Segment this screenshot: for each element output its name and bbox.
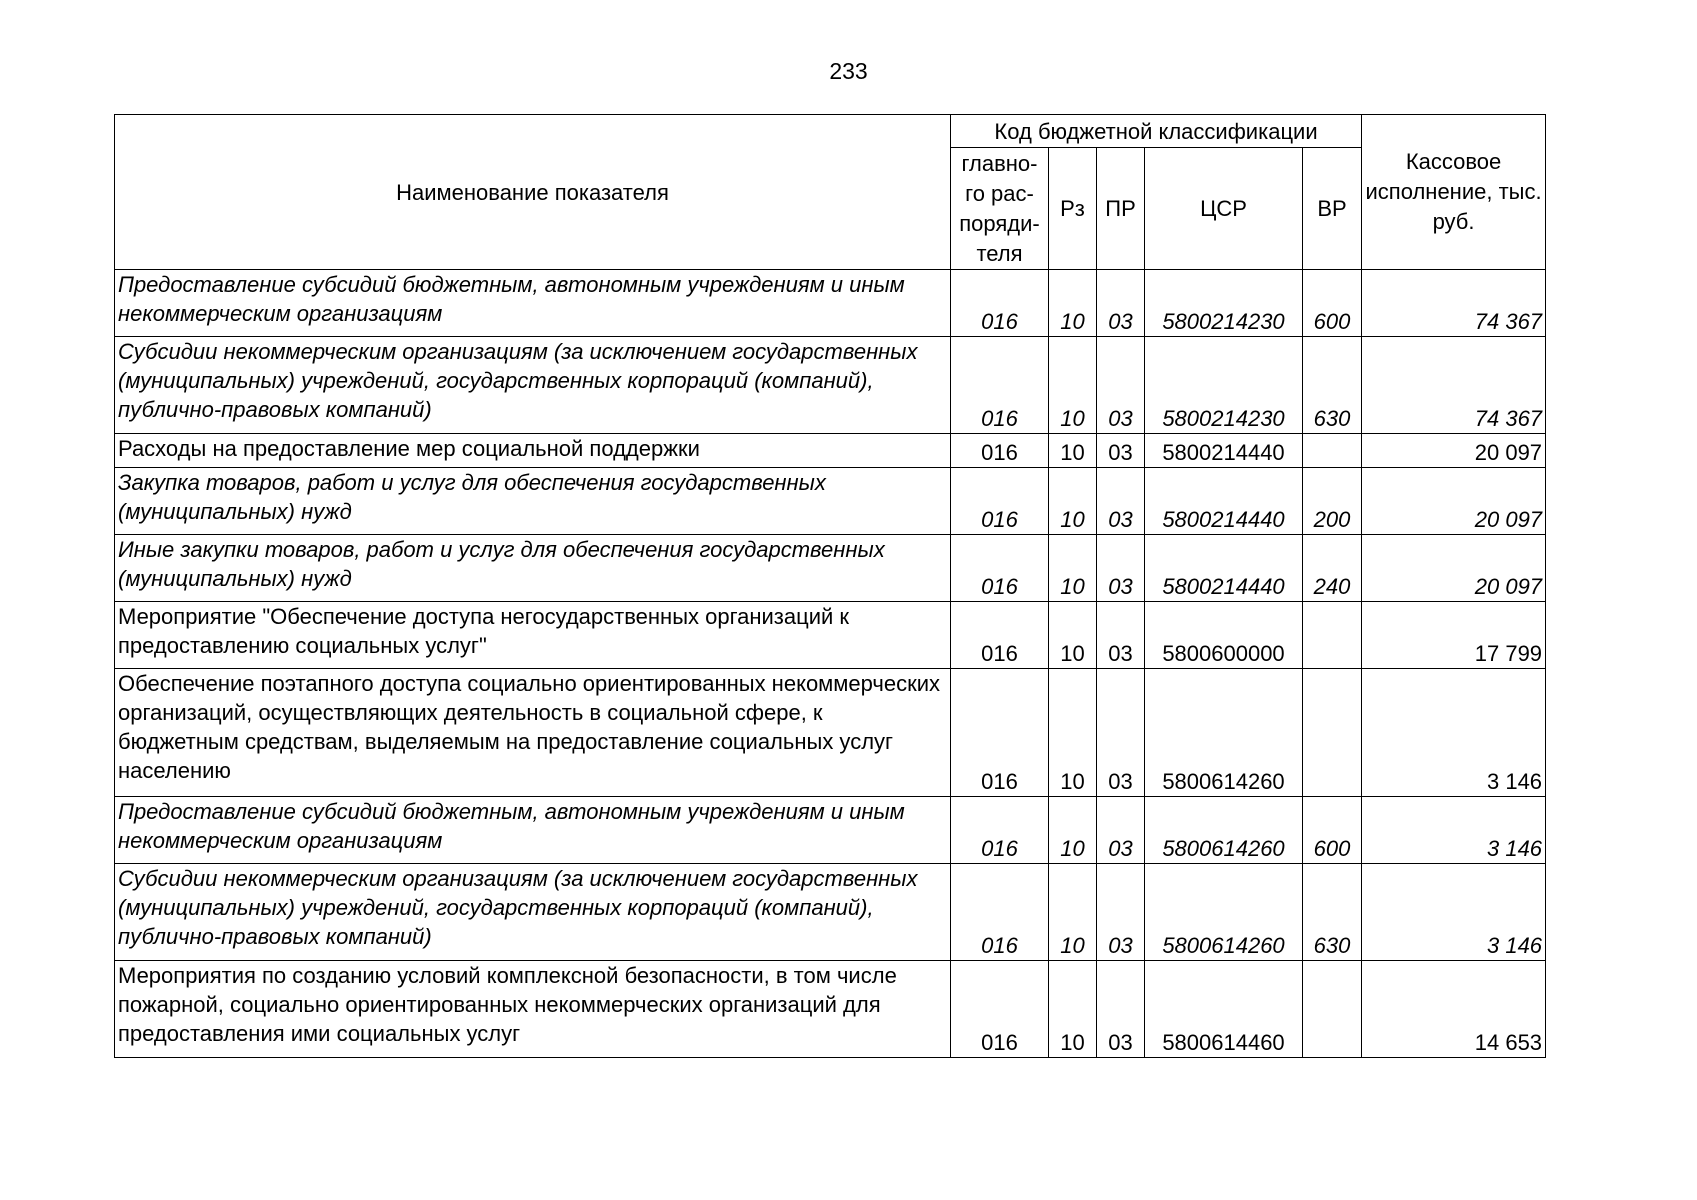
row-pr: 03: [1097, 602, 1145, 669]
row-grbs: 016: [951, 602, 1049, 669]
row-rz: 10: [1049, 864, 1097, 961]
row-rz: 10: [1049, 961, 1097, 1058]
row-amount: 74 367: [1362, 270, 1546, 337]
table-row: [115, 434, 1546, 468]
row-name: Предоставление субсидий бюджетным, автономным учреждениям и иным некоммерческим организациям: [115, 797, 951, 864]
row-vr: [1303, 961, 1362, 1058]
table-row: [115, 535, 1546, 602]
row-amount: 3 146: [1362, 864, 1546, 961]
table-row: [115, 961, 1546, 1058]
row-name: Предоставление субсидий бюджетным, автономным учреждениям и иным некоммерческим организациям: [115, 270, 951, 337]
row-name: Иные закупки товаров, работ и услуг для обеспечения государственных (муниципальных) нужд: [115, 535, 951, 602]
row-grbs: 016: [951, 961, 1049, 1058]
row-pr: 03: [1097, 797, 1145, 864]
row-pr: 03: [1097, 337, 1145, 434]
row-vr: [1303, 602, 1362, 669]
row-amount: 17 799: [1362, 602, 1546, 669]
row-amount: 74 367: [1362, 337, 1546, 434]
row-pr: 03: [1097, 535, 1145, 602]
row-name: Расходы на предоставление мер социальной поддержки: [115, 434, 951, 468]
column-header-pr: ПР: [1097, 148, 1145, 270]
table-row: [115, 797, 1546, 864]
row-name: Закупка товаров, работ и услуг для обеспечения государственных (муниципальных) нужд: [115, 468, 951, 535]
row-amount: 14 653: [1362, 961, 1546, 1058]
row-rz: 10: [1049, 434, 1097, 468]
row-pr: 03: [1097, 468, 1145, 535]
row-vr: 600: [1303, 270, 1362, 337]
row-amount: 20 097: [1362, 535, 1546, 602]
table-row: [115, 602, 1546, 669]
column-header-vr: ВР: [1303, 148, 1362, 270]
row-csr: 5800614260: [1145, 864, 1303, 961]
row-grbs: 016: [951, 797, 1049, 864]
row-csr: 5800614460: [1145, 961, 1303, 1058]
row-name: Мероприятия по созданию условий комплексной безопасности, в том числе пожарной, социально ориентированных некоммерческих организаций для предоставления ими социальных услуг: [115, 961, 951, 1058]
row-grbs: 016: [951, 468, 1049, 535]
budget-table: [114, 114, 1546, 1058]
row-name: Обеспечение поэтапного доступа социально ориентированных некоммерческих организаций, осуществляющих деятельность в социальной сфере, к бюджетным средствам, выделяемым на предоставление социальных услуг населению: [115, 669, 951, 797]
table-row: [115, 864, 1546, 961]
row-vr: [1303, 669, 1362, 797]
row-grbs: 016: [951, 669, 1049, 797]
column-header-csr: ЦСР: [1145, 148, 1303, 270]
row-vr: 600: [1303, 797, 1362, 864]
row-csr: 5800614260: [1145, 669, 1303, 797]
row-pr: 03: [1097, 669, 1145, 797]
table-row: [115, 669, 1546, 797]
row-grbs: 016: [951, 337, 1049, 434]
column-group-budget-code: Код бюджетной классификации: [951, 115, 1362, 148]
row-amount: 20 097: [1362, 434, 1546, 468]
row-csr: 5800214230: [1145, 337, 1303, 434]
row-grbs: 016: [951, 434, 1049, 468]
row-csr: 5800214440: [1145, 468, 1303, 535]
column-header-amount: Кассовое исполнение, тыс. руб.: [1362, 115, 1546, 270]
row-pr: 03: [1097, 864, 1145, 961]
row-csr: 5800214230: [1145, 270, 1303, 337]
table-header: [115, 115, 1546, 270]
row-rz: 10: [1049, 337, 1097, 434]
row-rz: 10: [1049, 535, 1097, 602]
table-body: [115, 270, 1546, 1058]
row-amount: 3 146: [1362, 669, 1546, 797]
row-rz: 10: [1049, 602, 1097, 669]
table-row: [115, 468, 1546, 535]
column-header-rz: Рз: [1049, 148, 1097, 270]
row-grbs: 016: [951, 535, 1049, 602]
row-name: Субсидии некоммерческим организациям (за исключением государственных (муниципальных) учреждений, государственных корпораций (компаний), публично-правовых компаний): [115, 337, 951, 434]
row-name: Мероприятие "Обеспечение доступа негосударственных организаций к предоставлению социальных услуг": [115, 602, 951, 669]
row-grbs: 016: [951, 864, 1049, 961]
row-amount: 20 097: [1362, 468, 1546, 535]
row-amount: 3 146: [1362, 797, 1546, 864]
row-pr: 03: [1097, 961, 1145, 1058]
row-csr: 5800614260: [1145, 797, 1303, 864]
row-pr: 03: [1097, 434, 1145, 468]
row-vr: 630: [1303, 864, 1362, 961]
table-row: [115, 270, 1546, 337]
row-rz: 10: [1049, 468, 1097, 535]
row-vr: 240: [1303, 535, 1362, 602]
table-row: [115, 337, 1546, 434]
row-csr: 5800600000: [1145, 602, 1303, 669]
row-vr: [1303, 434, 1362, 468]
row-name: Субсидии некоммерческим организациям (за исключением государственных (муниципальных) учреждений, государственных корпораций (компаний), публично-правовых компаний): [115, 864, 951, 961]
row-vr: 630: [1303, 337, 1362, 434]
row-grbs: 016: [951, 270, 1049, 337]
row-rz: 10: [1049, 669, 1097, 797]
row-rz: 10: [1049, 270, 1097, 337]
row-pr: 03: [1097, 270, 1145, 337]
row-vr: 200: [1303, 468, 1362, 535]
row-csr: 5800214440: [1145, 535, 1303, 602]
row-rz: 10: [1049, 797, 1097, 864]
column-header-name: Наименование показателя: [115, 115, 951, 270]
page-number: 233: [829, 58, 868, 84]
column-header-grbs: главно-го рас-поряди-теля: [951, 148, 1049, 270]
row-csr: 5800214440: [1145, 434, 1303, 468]
